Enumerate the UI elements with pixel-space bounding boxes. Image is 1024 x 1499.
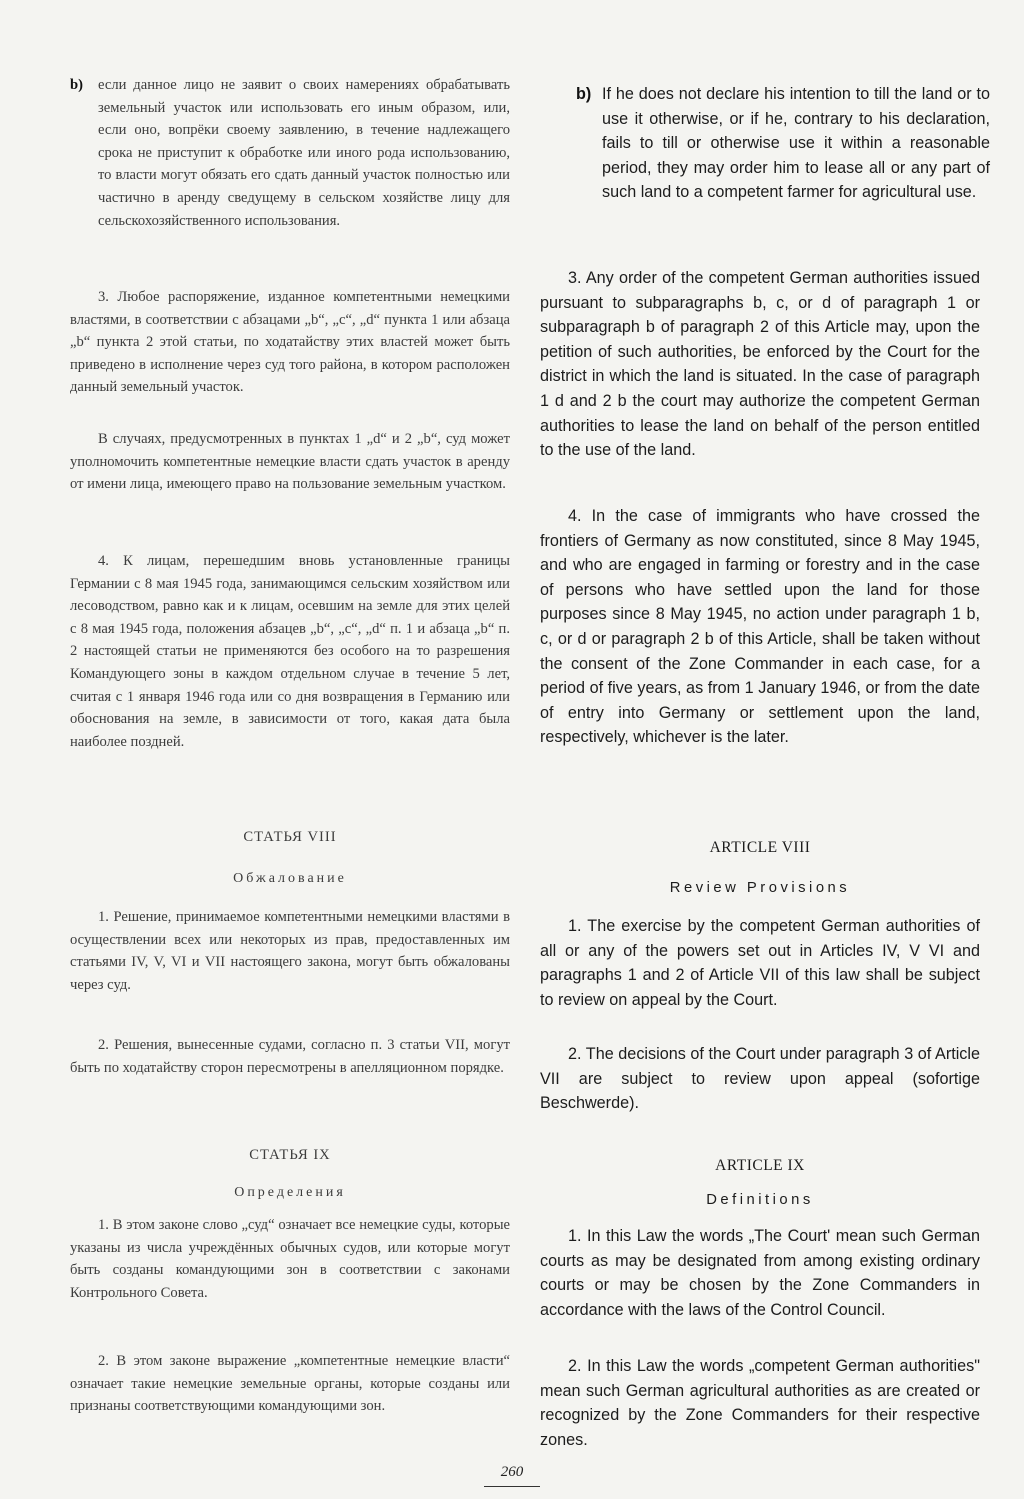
en-article-8-subtitle: Review Provisions [669, 880, 851, 896]
page-number-underline [484, 1486, 540, 1487]
ru-article-8-subtitle: Обжалование [233, 871, 347, 886]
en-subparagraph-b [576, 82, 990, 205]
en-article-8-para-2: 2. The decisions of the Court under paragraph 3 of Article VII are subject to review upon appeal (sofortige Beschwerde). [540, 1045, 980, 1113]
ru-article-9-heading: СТАТЬЯ IX [249, 1147, 331, 1163]
en-article-9-heading: ARTICLE IX [715, 1157, 805, 1174]
en-article-8-heading: ARTICLE VIII [709, 839, 811, 856]
en-sub-b-label: b) [576, 85, 592, 103]
ru-sub-b-text: если данное лицо не заявит о своих намерениях обрабатывать земельный участок или использовать его иным образом, или, если оно, вопрёки своему заявлению, в течение надлежащего срока не приступит к обработке или иного рода использованию, то власти могут обязать его сдать данный участок полностью или частично в аренду сведущему в сельском хозяйстве лицу для сельскохозяйственного использования. [98, 77, 510, 229]
en-article-9-para-1: 1. In this Law the words „The Court' mean such German courts as may be designated from among existing ordinary courts or may be chosen by the Zone Commanders in accordance with the laws of the Control Council. [540, 1227, 980, 1319]
ru-sub-b-label: b) [70, 77, 83, 93]
ru-paragraph-3: 3. Любое распоряжение, изданное компетентными немецкими властями, в соответствии с абзацами „b“, „c“, „d“ пункта 1 или абзаца „b“ пункта 2 этой статьи, по ходатайству этих властей может быть приведено в исполнение через суд того района, в котором расположен данный земельный участок. [70, 289, 510, 396]
ru-paragraph-3-cont: В случаях, предусмотренных в пунктах 1 „d“ и 2 „b“, суд может уполномочить компетентные немецкие власти сдать участок в аренду от имени лица, имеющего право на пользование земельным участком. [70, 431, 510, 493]
ru-paragraph-4: 4. К лицам, перешедшим вновь установленные границы Германии с 8 мая 1945 года, занимающимся сельским хозяйством или лесоводством, равно как и к лицам, осевшим на земле для этих целей с 8 мая 1945 года, положения абзацев „b“, „c“, „d“ п. 1 и абзаца „b“ п. 2 настоящей статьи не применяются без особого на то разрешения Командующего зоны в каждом отдельном случае в течение 5 лет, считая с 1 января 1946 года или со дня возвращения в Германию или обоснования на земле, в зависимости от того, какая дата была наиболее поздней. [70, 553, 510, 750]
en-article-9-subtitle: Definitions [706, 1192, 814, 1208]
ru-article-8-para-1: 1. Решение, принимаемое компетентными немецкими властями в осуществлении всех или некоторых из прав, предоставленных им статьями IV, V, VI и VII настоящего закона, могут быть обжалованы через суд. [70, 909, 510, 993]
ru-subparagraph-b [70, 74, 510, 232]
en-paragraph-3: 3. Any order of the competent German authorities issued pursuant to subparagraphs b, c, or d of paragraph 1 or subparagraph b of paragraph 2 of this Article may, upon the petition of such authorities, be enforced by the Court for the district in which the land is situated. In the case of paragraph 1 d and 2 b the court may authorize the competent German authorities to lease the land on behalf of the person entitled to the use of the land. [540, 269, 980, 460]
ru-article-9-para-1: 1. В этом законе слово „суд“ означает все немецкие суды, которые указаны из числа учреждённых обычных судов, или которые могут быть созданы командующими зон в соответствии с законами Контрольного Совета. [70, 1217, 510, 1301]
page-number: 260 [500, 1464, 524, 1480]
en-article-9-para-2: 2. In this Law the words „competent German authorities" mean such German agricultural authorities as are created or recognized by the Zone Commanders for their respective zones. [540, 1357, 980, 1449]
ru-article-9-subtitle: Определения [234, 1185, 346, 1200]
ru-article-8-para-2: 2. Решения, вынесенные судами, согласно п. 3 статьи VII, могут быть по ходатайству сторон пересмотрены в апелляционном порядке. [70, 1037, 510, 1076]
ru-article-9-para-2: 2. В этом законе выражение „компетентные немецкие власти“ означает такие немецкие земельные органы, которые созданы или признаны соответствующими командующими зон. [70, 1353, 510, 1415]
en-sub-b-text: If he does not declare his intention to till the land or to use it otherwise, or if he, contrary to his declaration, fails to till or otherwise use it within a reasonable period, they may order him to lease all or any part of such land to a competent farmer for agricultural use. [602, 85, 990, 202]
ru-article-8-heading: СТАТЬЯ VIII [243, 829, 337, 845]
en-paragraph-4: 4. In the case of immigrants who have crossed the frontiers of Germany as now constituted, since 8 May 1945, and who are engaged in farming or forestry and in the case of persons who have settled upon the land for those purposes since 8 May 1945, no action under paragraph 1 b, c, or d or paragraph 2 b of this Article, shall be taken without the consent of the Zone Commander in each case, for a period of five years, as from 1 January 1946, or from the date of entry into Germany or settlement upon the land, respectively, whichever is the later. [540, 507, 980, 747]
en-article-8-para-1: 1. The exercise by the competent German authorities of all or any of the powers set out in Articles IV, V VI and paragraphs 1 and 2 of Article VII of this law shall be subject to review on appeal by the Court. [540, 917, 980, 1009]
